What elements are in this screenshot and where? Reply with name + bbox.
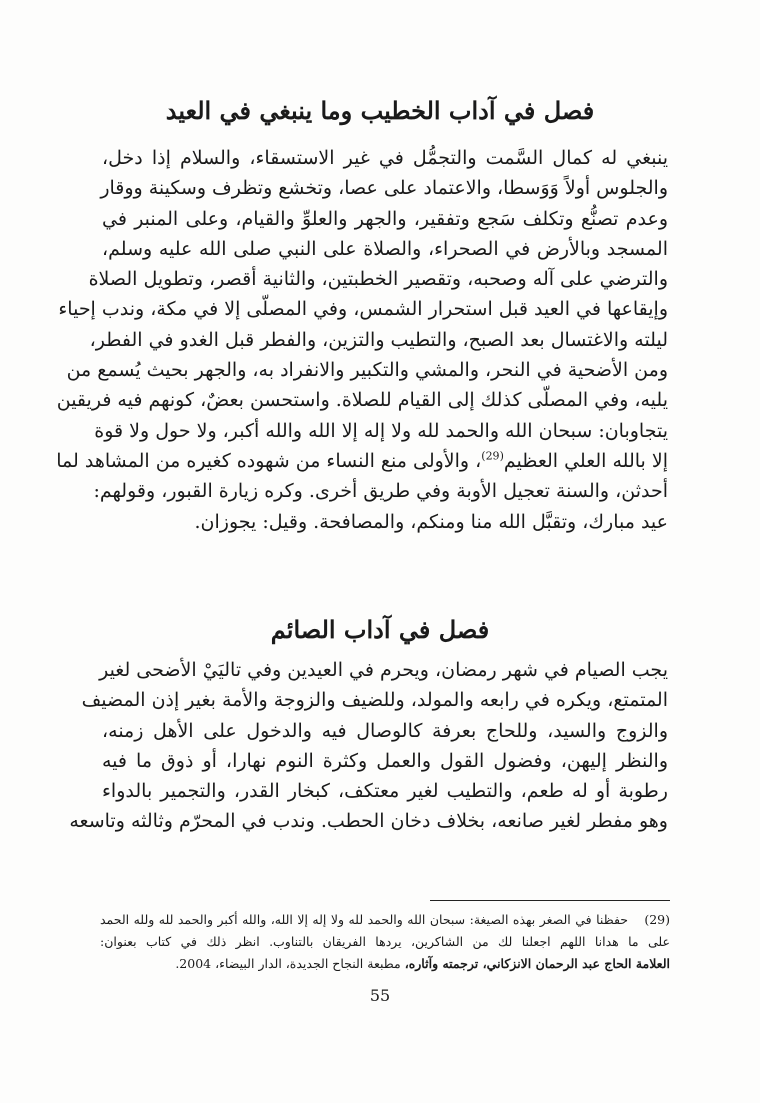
- text-line: عيد مبارك، وتقبَّل الله منا ومنكم، والمصافحة. وقيل: يجوزان.: [194, 510, 668, 533]
- text-line: والجلوس أولاً وَوَسطا، والاعتماد على عصا، وتخشع وتظرف وسكينة ووقار: [100, 177, 668, 200]
- text-segment: إلا بالله العلي العظيم: [503, 449, 668, 472]
- footnote-line: حفظنا في الصغر بهذه الصيغة: سبحان الله والحمد لله ولا إله إلا الله، والله أكبر والحمد لله ولله الحمد: [100, 912, 628, 927]
- text-line: ينبغي له كمال السَّمت والتجمُّل في غير الاستسقاء، والسلام إذا دخل،: [102, 147, 668, 169]
- text-line: يتجاوبان: سبحان الله والحمد لله ولا إله إلا الله والله أكبر، ولا حول ولا قوة: [94, 419, 668, 442]
- text-line: والزوج والسيد، وللحاج بعرفة كالوصال فيه والدخول على الأهل زمنه،: [102, 719, 668, 742]
- footnote-line: [100, 953, 670, 975]
- text-line: يليه، وفي المصلّى كذلك إلى القيام للصلاة. واستحسن بعضٌ، كونهم فيه فريقين: [56, 389, 668, 412]
- text-line: ليلته والاغتسال بعد الصبح، والتطيب والتزين، والفطر قبل الغدو في الفطر،: [89, 328, 668, 351]
- footnote-separator: [430, 900, 670, 901]
- footnote: [100, 909, 670, 975]
- text-line: والنظر إليهن، وفضول القول والعمل وكثرة النوم نهارا، أو ذوق ما فيه: [102, 749, 668, 772]
- page-number: 55: [369, 986, 391, 1005]
- footnote-marker: (29): [644, 912, 670, 927]
- text-line: والترضي على آله وصحبه، وتقصير الخطبتين، والثانية أقصر، وتطويل الصلاة: [88, 268, 668, 291]
- text-line: وعدم تصنُّع وتكلف سَجع وتفقير، والجهر والعلوِّ والقيام، وعلى المنبر في: [102, 207, 668, 230]
- text-line: يجب الصيام في شهر رمضان، ويحرم في العيدين وفي تاليَيْ الأضحى لغير: [99, 659, 668, 681]
- paragraph-khatib: [56, 143, 668, 537]
- text-line: وإيقاعها في العيد قبل استحرار الشمس، وفي المصلّى إلا في مكة، وندب إحياء: [58, 298, 668, 321]
- text-line: المسجد وبالأرض في الصحراء، والصلاة على النبي صلى الله عليه وسلم،: [102, 237, 668, 260]
- text-line-with-footnote-ref: [56, 446, 668, 476]
- text-line: وهو مفطر لغير صانعه، بخلاف دخان الحطب. وندب في المحرّم وثالثه وتاسعه: [69, 810, 668, 833]
- section-title-saim: فصل في آداب الصائم: [270, 615, 490, 644]
- footnote-line: على ما هدانا اللهم اجعلنا لك من الشاكرين، يردها الفريقان بالتناوب. انظر ذلك في كتاب بعنوان:: [100, 934, 670, 949]
- text-line: أحدثن، والسنة تعجيل الأوبة وفي طريق أخرى. وكره زيارة القبور، وقولهم:: [93, 480, 668, 503]
- footnote-book-title: العلامة الحاج عبد الرحمان الانزكاني، ترجمته وآثاره،: [404, 956, 670, 971]
- text-line: ومن الأضحية في النحر، والمشي والتكبير والانفراد به، والجهر بحيث يُسمع من: [66, 359, 668, 382]
- paragraph-saim: [69, 655, 668, 837]
- text-line: المتمتع، ويكره في رابعه والمولد، وللضيف والزوجة والأمة بغير إذن المضيف: [81, 689, 668, 712]
- section-title-khatib: فصل في آداب الخطيب وما ينبغي في العيد: [165, 96, 595, 125]
- footnote-reference[interactable]: (29): [481, 449, 504, 463]
- text-segment: ، والأولى منع النساء من شهوده كغيره من المشاهد لما: [56, 449, 482, 472]
- text-line: رطوبة أو له طعم، والتطيب لغير معتكف، كبخار القدر، والتجمير بالدواء: [102, 780, 668, 803]
- footnote-publisher: مطبعة النجاح الجديدة، الدار البيضاء، 2004.: [175, 956, 405, 971]
